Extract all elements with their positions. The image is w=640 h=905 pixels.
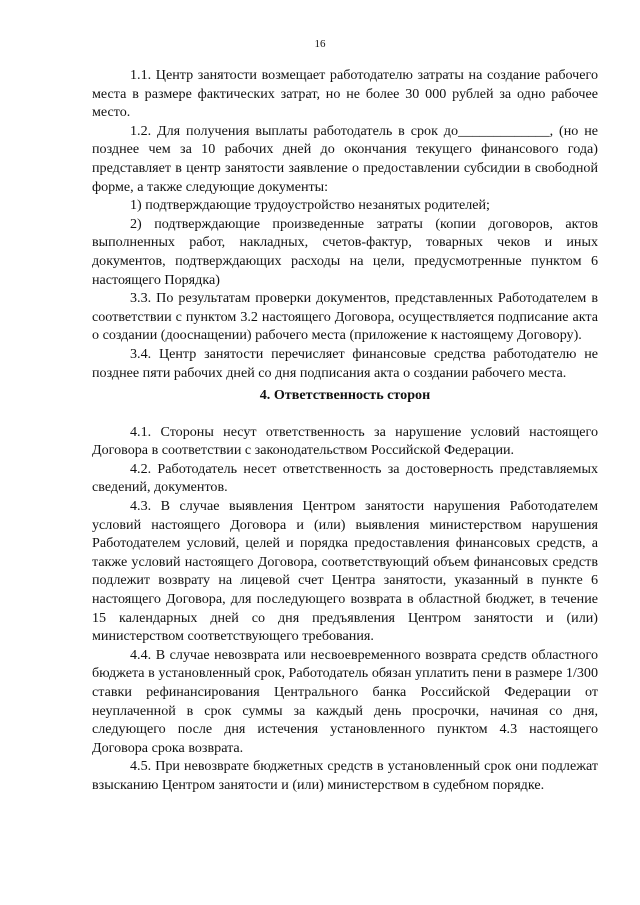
document-body bbox=[92, 66, 598, 795]
paragraph-3-3: 3.3. По результатам проверки документов, представленных Работодателем в соответствии с пунктом 3.2 настоящего Договора, осуществляется подписание акта о создании (дооснащении) рабочего места (приложение к настоящему Договору). bbox=[92, 290, 598, 344]
section-title: 4. Ответственность сторон bbox=[259, 387, 431, 404]
paragraph-1-2: 1.2. Для получения выплаты работодатель в срок до_____________, (но не позднее чем за 10 рабочих дней до окончания текущего финансового года) представляет в центр занятости заявление о предоставлении субсидии в свободной форме, а также следующие документы: bbox=[92, 122, 598, 195]
paragraph-4-3: 4.3. В случае выявления Центром занятости нарушения Работодателем условий настоящего Договора и (или) выявления министерством нарушения Работодателем условий, целей и порядка предоставления финансовых средств, а также условий настоящего Договора, соответствующий объем финансовых средств подлежит возврату на лицевой счет Центра занятости, указанный в пункте 6 настоящего Договора, для последующего возврата в областной бюджет, в течение 15 календарных дней со дня предъявления Центром занятости и (или) министерством соответствующего требования. bbox=[92, 498, 598, 645]
list-item-1: 1) подтверждающие трудоустройство незанятых родителей; bbox=[130, 197, 490, 214]
paragraph-4-5: 4.5. При невозврате бюджетных средств в установленный срок они подлежат взысканию Центром занятости и (или) министерством в судебном порядке. bbox=[92, 758, 598, 793]
paragraph-1-1: 1.1. Центр занятости возмещает работодателю затраты на создание рабочего места в размере фактических затрат, но не более 30 000 рублей за одно рабочее место. bbox=[92, 67, 598, 121]
paragraph-3-4: 3.4. Центр занятости перечисляет финансовые средства работодателю не позднее пяти рабочих дней со дня подписания акта о создании рабочего места. bbox=[92, 345, 598, 381]
paragraph-4-2: 4.2. Работодатель несет ответственность за достоверность представляемых сведений, документов. bbox=[92, 460, 598, 496]
paragraph-4-1: 4.1. Стороны несут ответственность за нарушение условий настоящего Договора в соответствии с законодательством Российской Федерации. bbox=[92, 423, 598, 459]
paragraph-4-4: 4.4. В случае невозврата или несвоевременного возврата средств областного бюджета в установленный срок, Работодатель обязан уплатить пени в размере 1/300 ставки рефинансирования Центрального банка Российской Федерации от неуплаченной в срок суммы за каждый день просрочки, начиная со дня, следующего после дня истечения установленного пунктом 4.3 настоящего Договора срока возврата. bbox=[92, 646, 598, 756]
page-number: 16 bbox=[314, 38, 326, 50]
list-item-2: 2) подтверждающие произведенные затраты (копии договоров, актов выполненных работ, накладных, счетов-фактур, товарных чеков и иных документов, подтверждающих расходы на цели, предусмотренные пунктом 6 настоящего Порядка) bbox=[92, 215, 598, 288]
